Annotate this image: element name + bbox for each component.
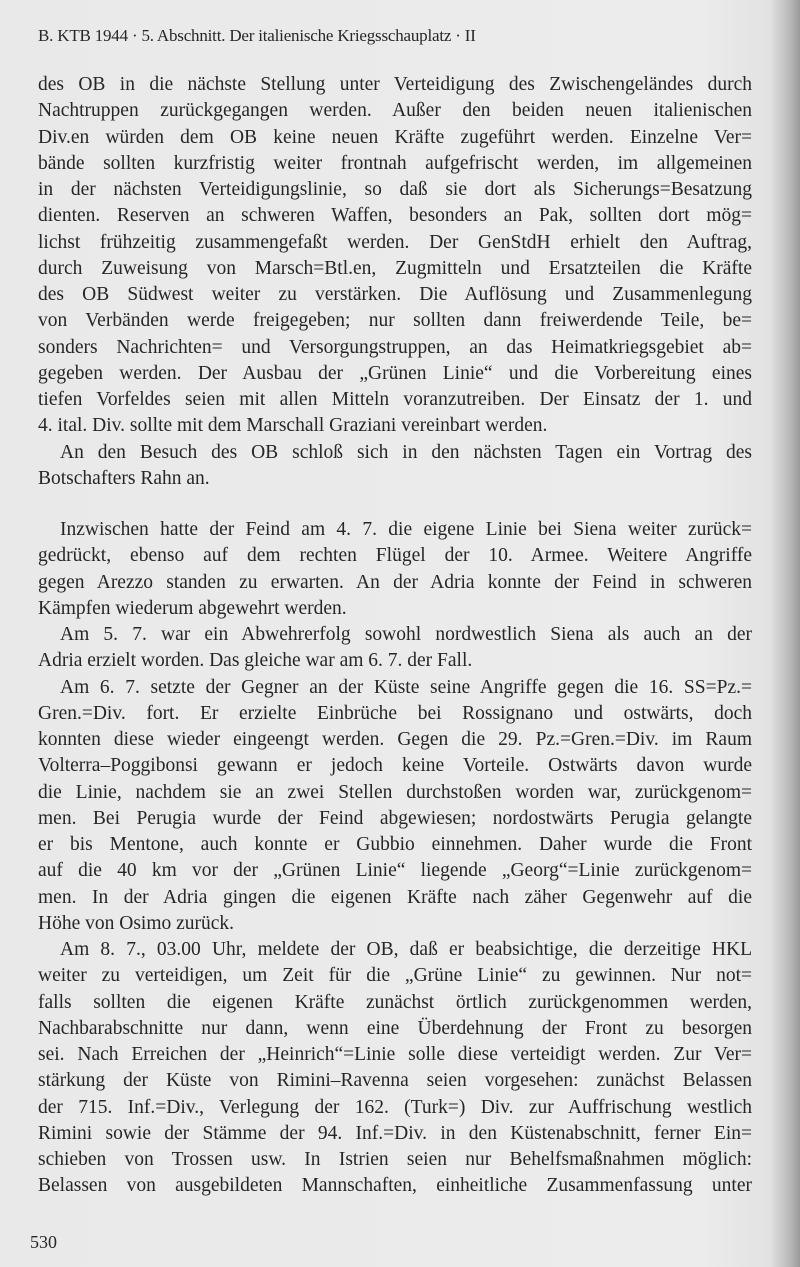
page-number: 530 bbox=[30, 1232, 57, 1252]
text-line: durch Zuweisung von Marsch=Btl.en, Zugmitteln und Ersatzteilen die Kräfte bbox=[38, 257, 752, 279]
text-line: er bis Mentone, auch konnte er Gubbio einnehmen. Daher wurde die Front bbox=[38, 834, 752, 855]
paragraph bbox=[38, 622, 752, 675]
text-line: in der nächsten Verteidigungslinie, so daß sie dort als Sicherungs=Besatzung bbox=[38, 179, 752, 200]
paragraph bbox=[38, 517, 752, 622]
text-line: falls sollten die eigenen Kräfte zunächst örtlich zurückgenommen werden, bbox=[38, 991, 752, 1013]
text-line: auf die 40 km vor der „Grünen Linie“ liegende „Georg“=Linie zurückgenom= bbox=[38, 860, 752, 882]
text-line: men. Bei Perugia wurde der Feind abgewiesen; nordostwärts Perugia gelangte bbox=[38, 807, 752, 829]
text-line: Inzwischen hatte der Feind am 4. 7. die eigene Linie bei Siena weiter zurück= bbox=[60, 519, 752, 540]
text-line: gegen Arezzo standen zu erwarten. An der Adria konnte der Feind in schweren bbox=[38, 571, 752, 593]
text-line: von Verbänden werde freigegeben; nur sollten dann freiwerdende Teile, be= bbox=[38, 310, 752, 332]
text-line: Nachbarabschnitte nur dann, wenn eine Überdehnung der Front zu besorgen bbox=[38, 1017, 752, 1039]
text-line: weiter zu verteidigen, um Zeit für die „Grüne Linie“ zu gewinnen. Nur not= bbox=[38, 965, 752, 987]
text-line: Volterra–Poggibonsi gewann er jedoch keine Vorteile. Ostwärts davon wurde bbox=[38, 755, 752, 777]
text-line: Adria erzielt worden. Das gleiche war am 6. 7. der Fall. bbox=[38, 650, 473, 672]
text-line: der 715. Inf.=Div., Verlegung der 162. (Turk=) Div. zur Auffrischung westlich bbox=[38, 1096, 752, 1118]
text-line: lichst frühzeitig zusammengefaßt werden. Der GenStdH erhielt den Auftrag, bbox=[38, 231, 752, 253]
paragraph bbox=[38, 72, 752, 440]
text-line: tiefen Vorfeldes seien mit allen Mitteln voranzutreiben. Der Einsatz der 1. und bbox=[38, 389, 752, 410]
text-line: Botschafters Rahn an. bbox=[38, 467, 210, 489]
text-line: des OB Südwest weiter zu verstärken. Die Auflösung und Zusammenlegung bbox=[38, 284, 752, 305]
text-line: konnten diese wieder eingeengt werden. Gegen die 29. Pz.=Gren.=Div. im Raum bbox=[38, 729, 752, 750]
text-line: stärkung der Küste von Rimini–Ravenna seien vorgesehen: zunächst Belassen bbox=[38, 1070, 752, 1092]
text-line: men. In der Adria gingen die eigenen Kräfte nach zäher Gegenwehr auf die bbox=[38, 886, 752, 908]
text-line: die Linie, nachdem sie an zwei Stellen durchstoßen worden war, zurückgenom= bbox=[38, 781, 752, 803]
text-line: Höhe von Osimo zurück. bbox=[38, 912, 235, 934]
text-line: Gren.=Div. fort. Er erzielte Einbrüche bei Rossignano und ostwärts, doch bbox=[38, 702, 752, 724]
body-text bbox=[38, 72, 752, 1200]
text-line: dienten. Reserven an schweren Waffen, besonders an Pak, sollten dort mög= bbox=[38, 205, 752, 227]
text-line: bände sollten kurzfristig weiter frontnah aufgefrischt werden, im allgemeinen bbox=[38, 152, 752, 174]
paragraph bbox=[38, 675, 752, 938]
text-line: Belassen von ausgebildeten Mannschaften, einheitliche Zusammenfassung unter bbox=[38, 1175, 752, 1197]
text-line: Div.en würden dem OB keine neuen Kräfte zugeführt werden. Einzelne Ver= bbox=[38, 126, 752, 148]
text-line: des OB in die nächste Stellung unter Verteidigung des Zwischengeländes durch bbox=[38, 74, 752, 95]
text-line: Rimini sowie der Stämme der 94. Inf.=Div. in den Küstenabschnitt, ferner Ein= bbox=[38, 1122, 752, 1144]
paragraph bbox=[38, 440, 752, 493]
text-line: gedrückt, ebenso auf dem rechten Flügel der 10. Armee. Weitere Angriffe bbox=[38, 545, 752, 567]
text-line: sonders Nachrichten= und Versorgungstruppen, an das Heimatkriegsgebiet ab= bbox=[38, 336, 752, 358]
text-line: gegeben werden. Der Ausbau der „Grünen Linie“ und die Vorbereitung eines bbox=[38, 362, 752, 384]
paragraph bbox=[38, 937, 752, 1200]
text-line: schieben von Trossen usw. In Istrien seien nur Behelfsmaßnahmen möglich: bbox=[38, 1149, 752, 1170]
text-line: 4. ital. Div. sollte mit dem Marschall Graziani vereinbart werden. bbox=[38, 415, 548, 437]
text-line: Am 8. 7., 03.00 Uhr, meldete der OB, daß er beabsichtige, die derzeitige HKL bbox=[60, 939, 752, 960]
text-line: sei. Nach Erreichen der „Heinrich“=Linie solle diese verteidigt werden. Zur Ver= bbox=[38, 1044, 752, 1065]
text-line: Am 5. 7. war ein Abwehrerfolg sowohl nordwestlich Siena als auch an der bbox=[60, 624, 752, 645]
text-line: Am 6. 7. setzte der Gegner an der Küste seine Angriffe gegen die 16. SS=Pz.= bbox=[60, 676, 752, 698]
text-line: An den Besuch des OB schloß sich in den nächsten Tagen ein Vortrag des bbox=[60, 441, 752, 463]
text-line: Nachtruppen zurückgegangen werden. Außer den beiden neuen italienischen bbox=[38, 100, 752, 122]
running-header: B. KTB 1944 · 5. Abschnitt. Der italienische Kriegsschauplatz · II bbox=[38, 26, 476, 45]
text-line: Kämpfen wiederum abgewehrt werden. bbox=[38, 597, 347, 619]
